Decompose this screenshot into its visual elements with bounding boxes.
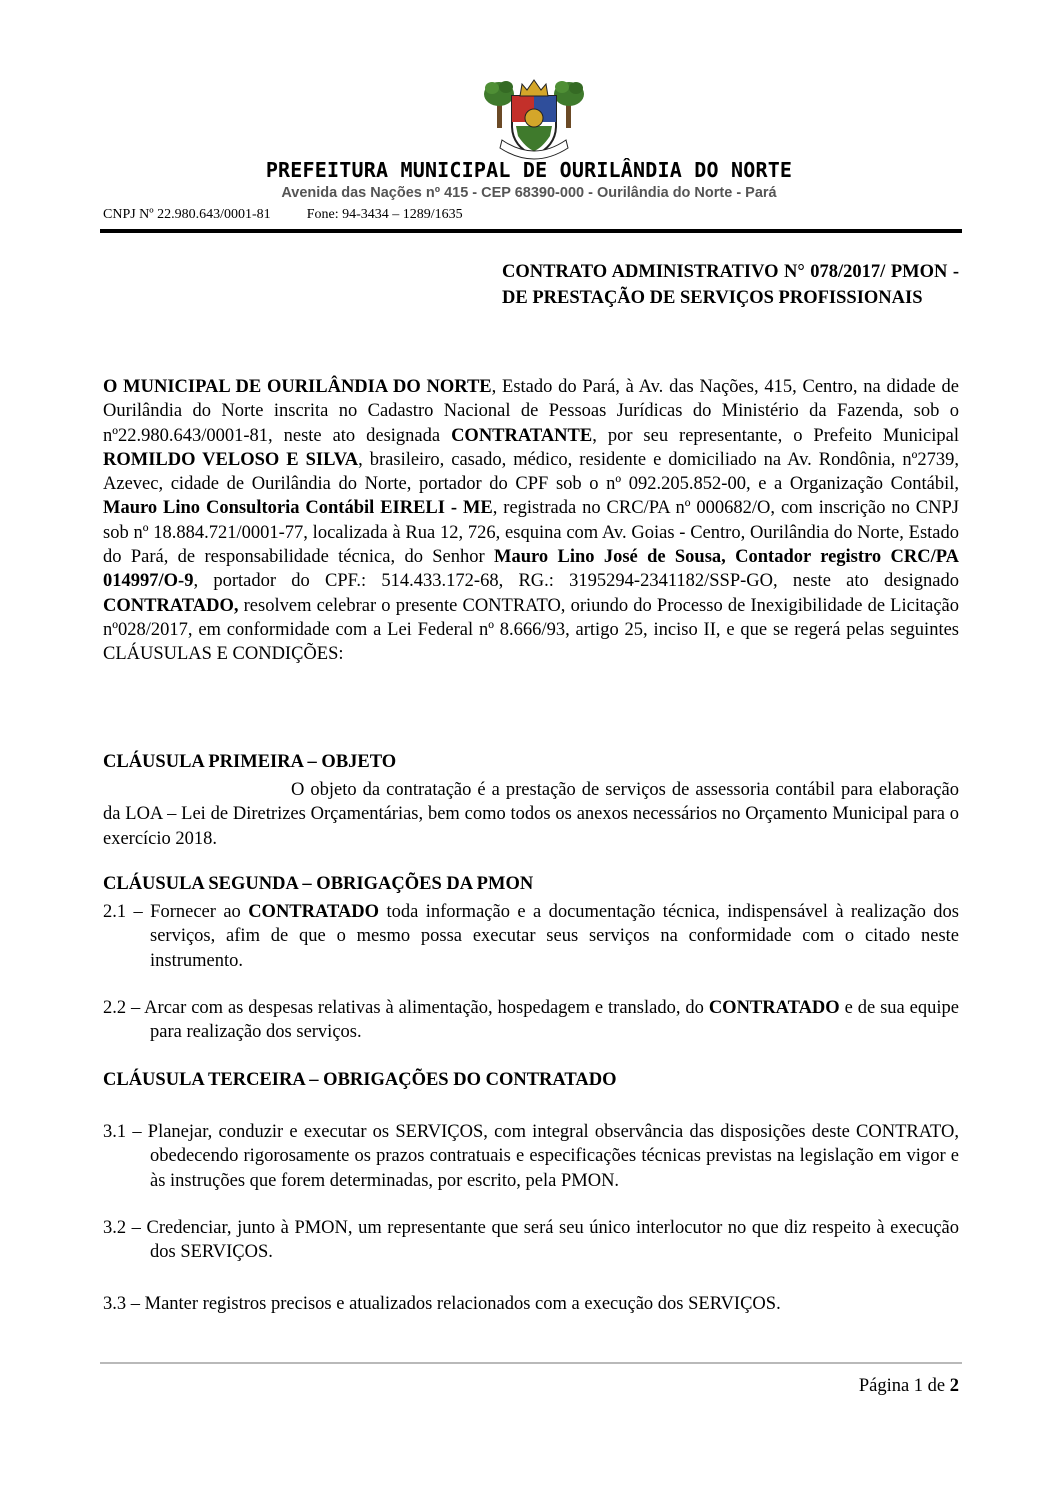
mayor-name: ROMILDO VELOSO E SILVA [103,449,359,470]
page-number [859,1376,959,1397]
contratado-label: CONTRATADO [708,998,840,1018]
footer-divider [100,1362,962,1364]
cnpj-text: CNPJ Nº 22.980.643/0001-81 [103,207,271,222]
clause-one-text: O objeto da contratação é a prestação de serviços de assessoria contábil para elaboração da LOA – Lei de Diretrizes Orçamentárias, bem como todos os anexos necessários no Orçamento Municipal para o exercício 2018. [103,780,959,849]
clause-three-item-1: 3.1 – Planejar, conduzir e executar os SERVIÇOS, com integral observância das disposições deste CONTRATO, obedecendo rigorosamente os prazos contratuais e especificações técnicas previstas na legislação em vigor e às instruções que forem determinadas, por escrito, pela PMON. [103,1122,959,1191]
contratado-label: CONTRATADO [248,902,380,922]
preamble-text: resolvem celebrar o presente CONTRATO, oriundo do Processo de Inexigibilidade de Licitação nº028/2017, em conformidade com a Lei Federal nº 8.666/93, artigo 25, inciso II, e que se regerá pelas seguintes CLÁUSULAS E CONDIÇÕES: [103,595,959,665]
preamble-text: , por seu representante, o Prefeito Municipal [592,425,959,446]
preamble-text: , portador do CPF.: 514.433.172-68, RG.: 3195294-2341182/SSP-GO, neste ato designado [193,571,959,592]
page-number-total: 2 [949,1376,959,1396]
clause-three-item-2: 3.2 – Credenciar, junto à PMON, um representante que será seu único interlocutor no que diz respeito à execução dos SERVIÇOS. [103,1218,959,1263]
contract-title: CONTRATO ADMINISTRATIVO N° 078/2017/ PMON - DE PRESTAÇÃO DE SERVIÇOS PROFISSIONAIS [502,262,959,308]
page-number-prefix: Página 1 de [858,1376,950,1396]
item-text: 2.2 – Arcar com as despesas relativas à alimentação, hospedagem e translado, do [103,998,709,1018]
preamble-text: , registrada no CRC/PA nº 000682/O, com inscrição no CNPJ sob nº 18.884.721/0001-77, localizada à Rua 12, 726, esquina com Av. Goias - Centro, Ourilândia do Norte, Estado do Pará, de responsabilidade técnica, do Senhor [103,498,959,568]
accountant-name: Mauro Lino José de Sousa, Contador registro CRC/PA 014997/O-9 [103,547,959,592]
clause-two-heading: CLÁUSULA SEGUNDA – OBRIGAÇÕES DA PMON [103,874,534,894]
municipal-crest-logo [484,72,584,162]
preamble-text: , Estado do Pará, à Av. das Nações, 415, Centro, na didade de Ourilândia do Norte inscrita no Cadastro Nacional de Pessoas Jurídicas do Ministério da Fazenda, sob o nº22.980.643/0001-81, neste ato designada [103,377,959,446]
clause-two-item-1 [103,900,959,973]
item-text: toda informação e a documentação técnica, indispensável à realização dos serviços, afim de que o mesmo possa executar seus serviços na conformidade com o citado neste instrumento. [150,902,959,971]
clause-three-item-3: 3.3 – Manter registros precisos e atualizados relacionados com a execução dos SERVIÇOS. [103,1294,781,1314]
clause-two-item-2 [103,996,959,1045]
firm-name: Mauro Lino Consultoria Contábil EIRELI - ME [103,498,493,519]
preamble-paragraph [103,375,959,667]
prefeitura-title: PREFEITURA MUNICIPAL DE OURILÂNDIA DO NORTE [265,158,793,182]
party-contratante-name: O MUNICIPAL DE OURILÂNDIA DO NORTE [103,377,492,397]
contratado-label: CONTRATADO, [103,595,239,616]
contratante-label: CONTRATANTE [451,425,593,446]
prefeitura-address: Avenida das Nações nº 415 - CEP 68390-000 - Ourilândia do Norte - Pará [281,185,777,201]
clause-three-heading: CLÁUSULA TERCEIRA – OBRIGAÇÕES DO CONTRATADO [103,1070,617,1090]
header-contact-line [103,207,463,223]
phone-text: Fone: 94-3434 – 1289/1635 [306,207,463,222]
clause-one-heading: CLÁUSULA PRIMEIRA – OBJETO [103,752,397,772]
item-text: e de sua equipe para realização dos serviços. [150,998,959,1043]
item-text: 2.1 – Fornecer ao [103,902,249,922]
preamble-text: , brasileiro, casado, médico, residente e domiciliado na Av. Rondônia, nº2739, Azevec, cidade de Ourilândia do Norte, portador do CPF sob o nº 092.205.852-00, e a Organização Contábil, [103,449,959,495]
header-divider [100,229,962,233]
